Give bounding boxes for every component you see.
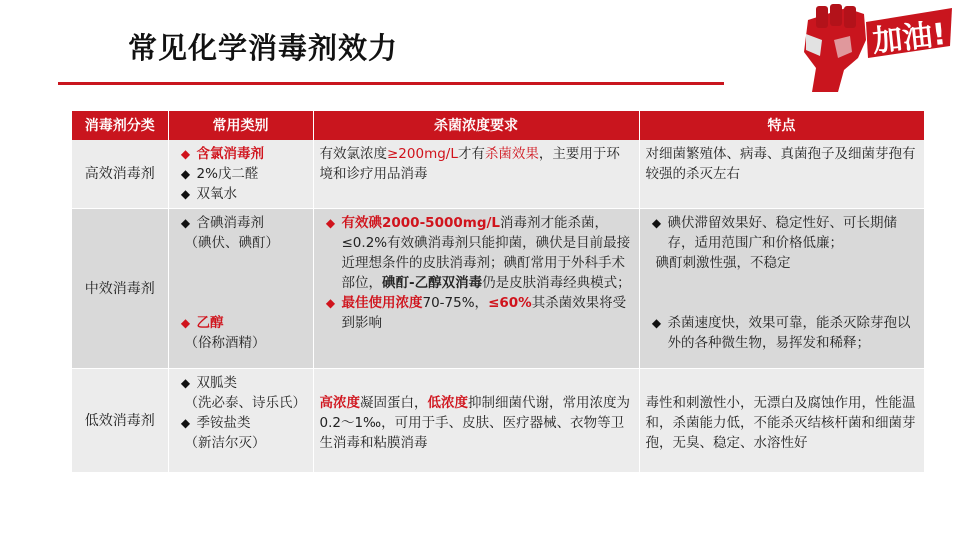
category-cell: 低效消毒剂: [72, 369, 168, 473]
features-cell: 毒性和刺激性小，无漂白及腐蚀作用，性能温和，杀菌能力低，不能杀灭结核杆菌和细菌芽孢，无臭、稳定、水溶性好: [639, 369, 924, 473]
page-title: 常见化学消毒剂效力: [128, 31, 399, 65]
fist-logo-icon: [786, 0, 956, 92]
features-cell: ◆ 碘伏滞留效果好、稳定性好、可长期储存，适用范围广和价格低廉； 碘酊刺激性强，不稳定 ◆ 杀菌速度快，效果可靠，能杀灭除芽孢以外的各种微生物，易挥发和稀释；: [639, 209, 924, 369]
header-types: 常用类别: [168, 111, 313, 140]
types-cell: ◆ 双胍类 （洗必泰、诗乐氏） ◆ 季铵盐类 （新洁尔灭）: [168, 369, 313, 473]
diamond-bullet-icon: ◆: [180, 416, 191, 430]
header-category: 消毒剂分类: [72, 111, 168, 140]
category-cell: 中效消毒剂: [72, 209, 168, 369]
table-row: [72, 369, 924, 473]
diamond-bullet-icon: ◆: [180, 167, 191, 181]
diamond-bullet-icon: ◆: [180, 216, 191, 230]
types-cell: ◆ 含碘消毒剂 （碘伏、碘酊） ◆ 乙醇 （俗称酒精）: [168, 209, 313, 369]
header-concentration: 杀菌浓度要求: [313, 111, 639, 140]
diamond-bullet-icon: ◆: [651, 316, 662, 330]
types-cell: ◆ 含氯消毒剂 ◆ 2%戊二醛 ◆ 双氧水: [168, 140, 313, 209]
concentration-cell: ◆ 有效碘2000-5000mg/L消毒剂才能杀菌，≤0.2%有效碘消毒剂只能抑菌，碘伏是目前最接近理想条件的皮肤消毒剂；碘酊常用于外科手术部位，碘酊-乙醇双消毒仍是皮肤消毒经典模式； ◆ 最佳使用浓度70-75%，≤60%其杀菌效果将受到影响: [313, 209, 639, 369]
diamond-bullet-icon: ◆: [180, 316, 191, 330]
logo-text: 加油!: [870, 16, 948, 60]
table-row: [72, 140, 924, 209]
disinfectant-table: [72, 111, 925, 473]
diamond-bullet-icon: ◆: [180, 376, 191, 390]
category-cell: 高效消毒剂: [72, 140, 168, 209]
diamond-bullet-icon: ◆: [325, 296, 336, 310]
diamond-bullet-icon: ◆: [180, 187, 191, 201]
features-cell: 对细菌繁殖体、病毒、真菌孢子及细菌芽孢有较强的杀灭左右: [639, 140, 924, 209]
table-row: [72, 209, 924, 369]
diamond-bullet-icon: ◆: [325, 216, 336, 230]
header-features: 特点: [639, 111, 924, 140]
title-underline: [58, 82, 724, 85]
concentration-cell: 有效氯浓度≥200mg/L才有杀菌效果，主要用于环境和诊疗用品消毒: [313, 140, 639, 209]
diamond-bullet-icon: ◆: [651, 216, 662, 230]
table-header-row: [72, 111, 924, 140]
diamond-bullet-icon: ◆: [180, 147, 191, 161]
concentration-cell: 高浓度凝固蛋白，低浓度抑制细菌代谢，常用浓度为0.2～1‰，可用于手、皮肤、医疗器械、衣物等卫生消毒和粘膜消毒: [313, 369, 639, 473]
